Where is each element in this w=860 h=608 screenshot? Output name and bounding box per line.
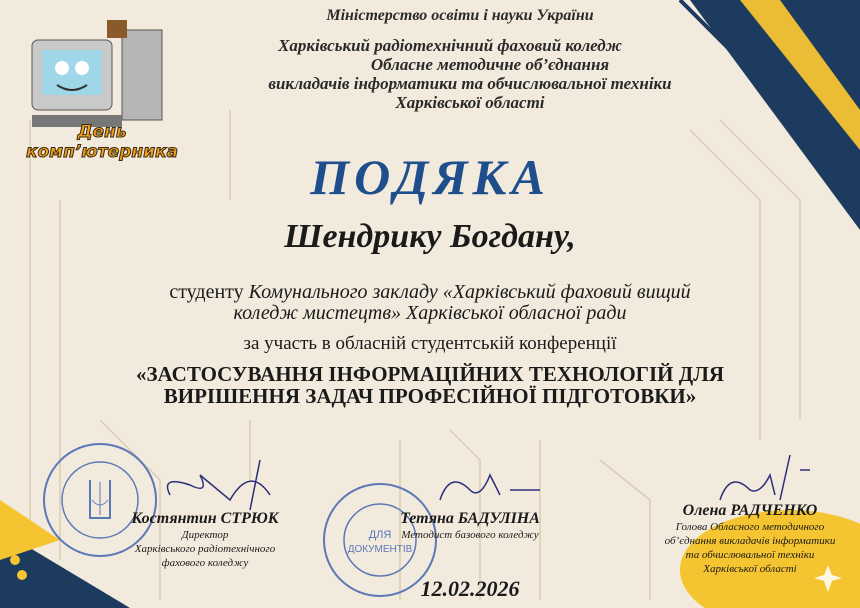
signatory-1-name: Костянтин СТРЮК xyxy=(131,510,279,527)
signatory-2 xyxy=(370,510,570,542)
signatory-2-name: Тетяна БАДУЛІНА xyxy=(400,510,540,527)
signatory-3-role: Харківської області xyxy=(703,563,797,575)
signatory-1-role: Харківського радіотехнічного xyxy=(134,543,276,555)
signatory-3-role: та обчислювальної техніки xyxy=(685,549,815,561)
signatory-1-role: фахового коледжу xyxy=(161,557,249,569)
institution-line2: коледж мистецтв» Харківської обласної ради xyxy=(233,302,627,324)
header-ministry: Міністерство освіти і науки України xyxy=(326,7,594,24)
stamp-text: ДЛЯ xyxy=(368,529,392,541)
signature-1 xyxy=(150,455,300,515)
signatory-3-role: Голова Обласного методичного xyxy=(675,521,825,533)
header-teachers: викладачів інформатики та обчислювальної техніки xyxy=(268,74,672,93)
signatory-1-role: Директор xyxy=(181,529,229,541)
stamp-text: ДОКУМЕНТІВ xyxy=(347,544,413,555)
signatory-1 xyxy=(100,510,310,570)
recipient-role: студенту xyxy=(169,281,249,303)
signatory-3 xyxy=(640,502,860,576)
certificate-title: ПОДЯКА xyxy=(310,149,550,205)
header-college: Харківський радіотехнічний фаховий коледж xyxy=(278,36,622,55)
issue-date: 12.02.2026 xyxy=(420,576,520,601)
signatory-3-name: Олена РАДЧЕНКО xyxy=(682,502,818,519)
signature-3 xyxy=(700,450,820,510)
logo-text: День комп’ютерника xyxy=(25,122,179,162)
institution-line1: Комунального закладу «Харківський фаховий вищий xyxy=(248,281,691,303)
conference-title-line2: ВИРІШЕННЯ ЗАДАЧ ПРОФЕСІЙНОЇ ПІДГОТОВКИ» xyxy=(163,384,697,408)
recipient-name: Шендрику Богдану, xyxy=(284,218,576,255)
signatory-2-role: Методист базового коледжу xyxy=(401,529,539,541)
participation-text: за участь в обласній студентській конференції xyxy=(243,333,617,354)
signature-2 xyxy=(430,460,550,510)
header-region: Харківської області xyxy=(395,93,545,112)
recipient-institution-line1 xyxy=(0,281,860,303)
header-association: Обласне методичне об’єднання xyxy=(370,55,610,74)
signatory-3-role: об’єднання викладачів інформатики xyxy=(664,535,836,547)
conference-title-line1: «ЗАСТОСУВАННЯ ІНФОРМАЦІЙНИХ ТЕХНОЛОГІЙ ДЛЯ xyxy=(135,362,725,386)
